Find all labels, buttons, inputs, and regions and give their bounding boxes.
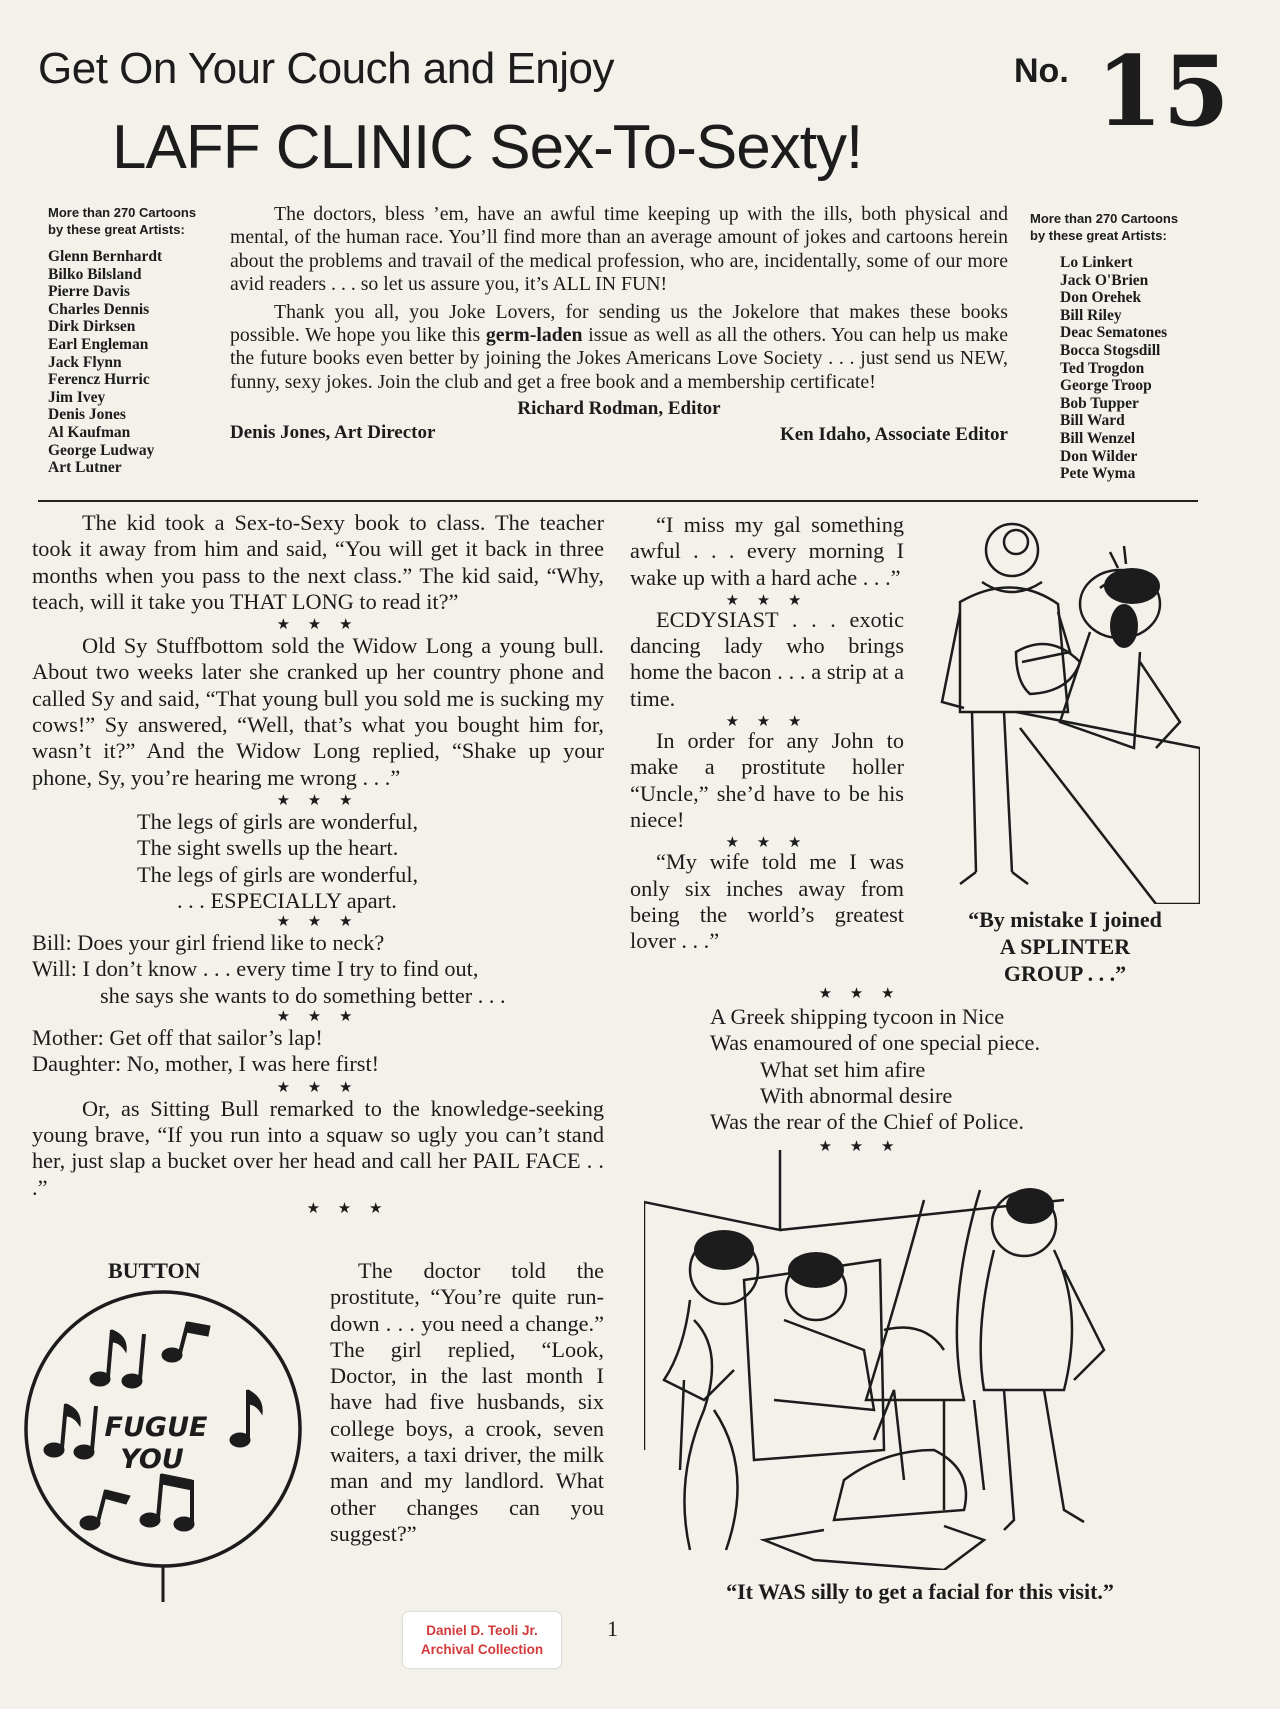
artist-name: Dirk Dirksen	[48, 318, 136, 336]
button-text-fugue: FUGUE	[104, 1412, 208, 1443]
artist-name: Don Wilder	[1060, 447, 1138, 465]
intro-paragraph-1: The doctors, bless ’em, have an awful time keeping up with the ills, both physical and mental, of the human race. You’ll find more than an average amount of jokes and cartoons herein about the problems and travail of the medical profession, who are, incidentally, some of our more avid readers . . . so let us assure you, it’s ALL IN FUN!	[230, 203, 1008, 296]
stars-divider: ★ ★ ★	[818, 986, 902, 1002]
stars-divider: ★ ★ ★	[276, 1009, 360, 1026]
intro-p2-b: issue as well as all the others. You can help us make the future books even better by joining the Jokes Americans Love Society . . . just send us NEW, funny, sexy jokes. Join the club and get a free book and a membership certificate!	[230, 324, 1008, 393]
header-line-1: Get On Your Couch and Enjoy	[38, 44, 615, 93]
artist-name: Ted Trogdon	[1060, 359, 1145, 377]
stars-divider: ★ ★ ★	[276, 792, 360, 809]
page-title: LAFF CLINIC Sex-To-Sexty!	[112, 113, 863, 182]
dialog-bill-will	[32, 930, 604, 1009]
artists-left	[48, 204, 228, 477]
artists-left-heading-1: More than 270 Cartoons	[48, 205, 197, 220]
left-column	[32, 510, 604, 1215]
stamp-line-1: Daniel D. Teoli Jr.	[426, 1623, 538, 1638]
artist-name: Bill Ward	[1060, 412, 1125, 430]
dialog-line: Will: I don’t know . . . every time I try to find out,	[32, 956, 479, 982]
cartoon-facial-visit	[644, 1150, 1210, 1570]
artists-right	[1030, 210, 1210, 483]
limerick-line: Was the rear of the Chief of Police.	[710, 1109, 1024, 1135]
limerick-line: With abnormal desire	[760, 1082, 953, 1108]
page-number: 1	[607, 1616, 618, 1641]
artist-name: Pete Wyma	[1060, 465, 1136, 483]
poem-line: . . . ESPECIALLY apart.	[177, 887, 397, 913]
artist-name: Bill Riley	[1060, 306, 1122, 324]
artist-name: Ferencz Hurric	[48, 371, 150, 389]
poem-line: The sight swells up the heart.	[137, 835, 399, 861]
artists-right-heading-1: More than 270 Cartoons	[1030, 211, 1179, 226]
stars-divider: ★ ★ ★	[276, 617, 360, 634]
artist-name: Al Kaufman	[48, 423, 131, 441]
dialog-line: Daughter: No, mother, I was here first!	[32, 1051, 380, 1077]
stars-divider: ★ ★ ★	[725, 714, 809, 731]
artists-left-list	[48, 248, 228, 477]
stars-divider: ★ ★ ★	[306, 1200, 390, 1217]
stars-divider: ★ ★ ★	[276, 914, 360, 931]
issue-label: No.	[1014, 52, 1069, 90]
artist-name: Jim Ivey	[48, 388, 106, 406]
limerick-line: Was enamoured of one special piece.	[710, 1030, 1041, 1056]
artist-name: George Troop	[1060, 377, 1152, 395]
artist-name: George Ludway	[48, 441, 155, 459]
caption-line: GROUP . . .”	[1003, 961, 1127, 986]
artists-left-heading-2: by these great Artists:	[48, 222, 185, 237]
artist-name: Charles Dennis	[48, 300, 150, 318]
poem-legs	[32, 809, 604, 914]
artist-name: Jack Flynn	[48, 353, 122, 371]
joke-sex-to-sexy-book: The kid took a Sex-to-Sexy book to class. The teacher took it away from him and said, “You will get it back in three months when you pass to the next class.” The kid said, “Why, teach, will it take you THAT LONG to read it?”	[32, 510, 604, 614]
artist-name: Art Lutner	[48, 459, 122, 477]
poem-line: The legs of girls are wonderful,	[137, 861, 419, 887]
caption-line: “By mistake I joined	[968, 907, 1162, 932]
artist-name: Deac Sematones	[1060, 324, 1168, 342]
cartoon2-caption: “It WAS silly to get a facial for this visit.”	[726, 1579, 1114, 1604]
associate-editor-credit: Ken Idaho, Associate Editor	[779, 423, 1008, 445]
stars-divider: ★ ★ ★	[276, 1079, 360, 1096]
artist-name: Bilko Bilsland	[48, 265, 142, 283]
stars-divider: ★ ★ ★	[725, 592, 809, 609]
artists-right-list	[1060, 254, 1210, 483]
cartoon-drawing-icon	[942, 524, 1200, 904]
artist-name: Glenn Bernhardt	[48, 248, 163, 265]
joke-miss-my-gal: “I miss my gal something awful . . . every morning I wake up with a hard ache . . .”	[630, 512, 904, 590]
joke-widow-long: Old Sy Stuffbottom sold the Widow Long a young bull. About two weeks later she cranked up her country phone and called Sy and said, “That young bull you sold me is sucking my cows!” Sy answered, “Well, that’s what you bought him for, wasn’t it?” And the Widow Long replied, “Shake up your phone, Sy, you’re hearing me wrong . . .”	[32, 633, 604, 790]
cartoon1-caption	[940, 906, 1190, 987]
intro-p2-a: Thank you all, you Joke Lovers, for sending us the Jokelore that makes these books possible. We hope you like this	[230, 300, 1008, 347]
cartoon-splinter-group	[920, 512, 1200, 904]
joke-doctor-prostitute: The doctor told the prostitute, “You’re quite run-down . . . you need a change.” The girl replied, “Look, Doctor, in the last month I have had five husbands, six college boys, a crook, seven waiters, a taxi driver, the milk man and my landlord. What other changes can you suggest?”	[330, 1258, 604, 1546]
right-column-upper	[630, 512, 904, 954]
intro-text	[230, 203, 1008, 447]
joke-ecdysiast: ECDYSIAST . . . exotic dancing lady who brings home the bacon . . . a strip at a time.	[630, 606, 904, 711]
joke-six-inches: “My wife told me I was only six inches away from being the world’s greatest lover . . .”	[630, 849, 904, 954]
poem-line: The legs of girls are wonderful,	[137, 808, 419, 834]
artist-name: Jack O'Brien	[1060, 271, 1149, 289]
artist-name: Don Orehek	[1060, 289, 1142, 307]
joke-uncle: In order for any John to make a prostitute holler “Uncle,” she’d have to be his niece!	[630, 728, 904, 832]
joke-sitting-bull: Or, as Sitting Bull remarked to the knowledge-seeking young brave, “If you run into a squaw so ugly you can’t stand her, just slap a bucket over her head and call her PAIL FACE . . .”	[32, 1095, 604, 1200]
caption-line: A SPLINTER	[999, 934, 1131, 959]
art-director-credit: Denis Jones, Art Director	[230, 421, 436, 443]
artist-name: Earl Engleman	[48, 335, 149, 353]
intro-paragraph-2	[230, 301, 1008, 395]
fugue-you-button	[22, 1290, 306, 1606]
dialog-mother-daughter	[32, 1025, 604, 1078]
dialog-line: Mother: Get off that sailor’s lap!	[32, 1025, 323, 1051]
artist-name: Pierre Davis	[48, 283, 130, 301]
issue-number: 15	[1096, 35, 1230, 148]
stars-divider: ★ ★ ★	[725, 835, 809, 852]
stamp-line-2: Archival Collection	[420, 1642, 544, 1657]
button-title: BUTTON	[108, 1258, 201, 1283]
editor-credit: Richard Rodman, Editor	[517, 398, 721, 420]
divider-rule	[38, 500, 1198, 502]
artist-name: Bill Wenzel	[1060, 429, 1136, 447]
artists-right-heading-2: by these great Artists:	[1030, 228, 1167, 243]
limerick	[630, 986, 1090, 1156]
joke-doctor-prostitute-wrap	[330, 1258, 604, 1547]
dialog-line: she says she wants to do something better . . .	[100, 982, 506, 1008]
limerick-line: What set him afire	[760, 1056, 926, 1082]
button-text-you: YOU	[120, 1444, 184, 1475]
stars-divider: ★ ★ ★	[818, 1139, 902, 1156]
artist-name: Bob Tupper	[1060, 394, 1139, 412]
dialog-line: Bill: Does your girl friend like to neck?	[32, 930, 385, 956]
intro-p2-bold: germ-laden	[485, 324, 583, 347]
limerick-line: A Greek shipping tycoon in Nice	[710, 1004, 1005, 1029]
archival-stamp	[403, 1612, 561, 1668]
artist-name: Bocca Stogsdill	[1060, 341, 1161, 359]
artist-name: Denis Jones	[48, 406, 126, 424]
artist-name: Lo Linkert	[1060, 254, 1133, 271]
